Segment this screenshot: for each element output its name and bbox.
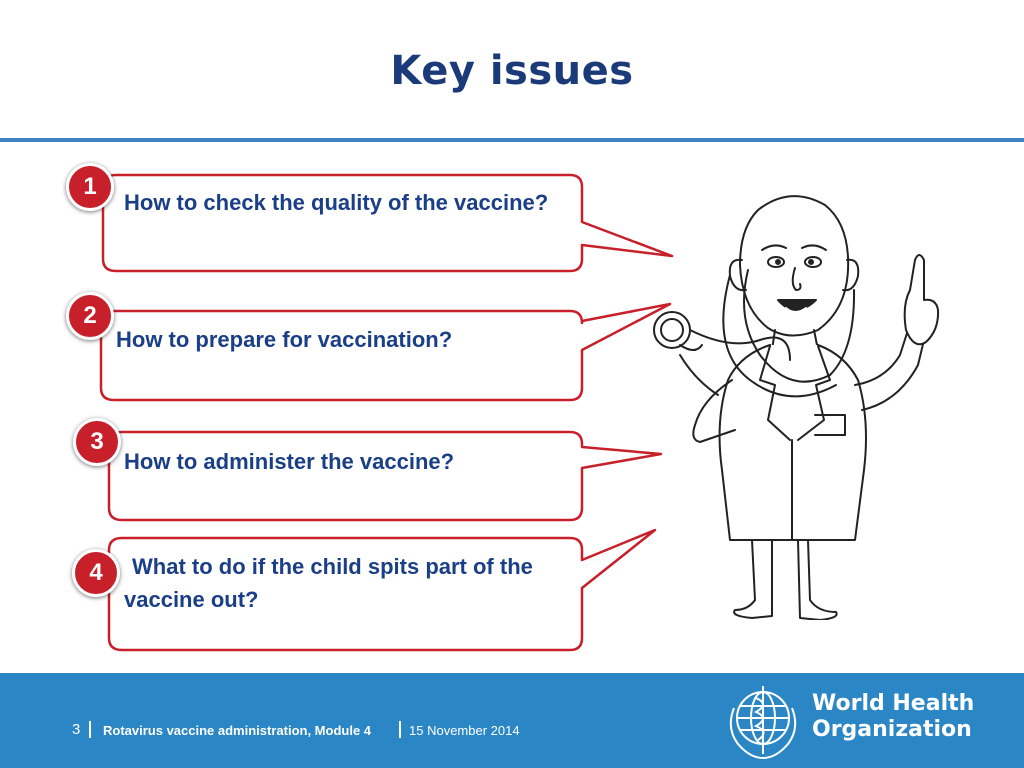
who-logo-text — [812, 691, 974, 743]
presentation-date: 15 November 2014 — [409, 723, 520, 738]
issue-number-badge-3: 3 — [73, 418, 121, 466]
who-emblem-icon — [720, 678, 806, 764]
issue-text-1: How to check the quality of the vaccine? — [124, 190, 549, 215]
issue-text-4: What to do if the child spits part of the vaccine out? — [124, 554, 533, 612]
footer-separator — [89, 721, 91, 738]
issue-text-3: How to administer the vaccine? — [124, 449, 455, 474]
issue-text-2: How to prepare for vaccination? — [116, 327, 453, 352]
page-number: 3 — [72, 721, 81, 738]
doctor-with-stethoscope-icon — [640, 180, 940, 620]
issue-number-badge-1: 1 — [66, 163, 114, 211]
module-name: Rotavirus vaccine administration, Module 4 — [103, 723, 372, 738]
slide-title: Key issues — [390, 48, 634, 94]
issue-number-badge-4: 4 — [72, 549, 120, 597]
org-line-1: World Health — [812, 691, 975, 716]
footer-separator — [399, 721, 401, 738]
issue-number-badge-2: 2 — [66, 292, 114, 340]
org-line-2: Organization — [812, 717, 972, 742]
